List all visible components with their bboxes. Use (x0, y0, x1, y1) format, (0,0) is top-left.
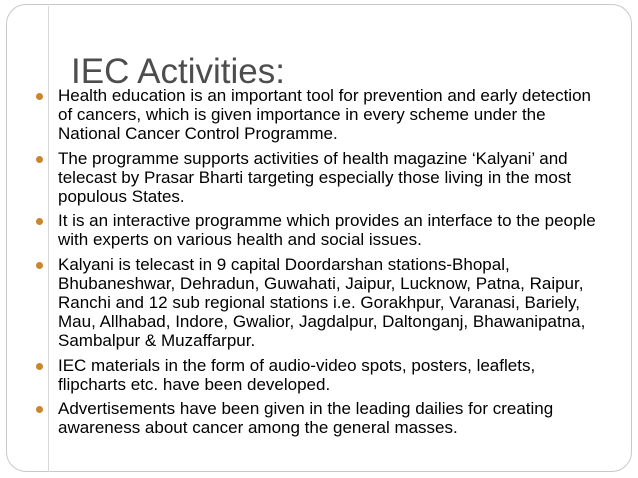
bullet-dot-icon (36, 406, 43, 413)
bullet-text: Health education is an important tool for prevention and early detection of cancers, which is given importance in every scheme under the National Cancer Control Programme. (58, 86, 591, 144)
bullet-dot-icon (36, 218, 43, 225)
bullet-dot-icon (36, 156, 43, 163)
bullet-dot-icon (36, 363, 43, 370)
bullet-item (36, 149, 606, 207)
bullet-text: IEC materials in the form of audio-video spots, posters, leaflets, flipcharts etc. have been developed. (58, 355, 536, 394)
bullet-text: Kalyani is telecast in 9 capital Doordarshan stations-Bhopal, Bhubaneshwar, Dehradun, Guwahati, Jaipur, Lucknow, Patna, Raipur, Ranchi and 12 sub regional stations i.e. Gorakhpur, Varanasi, Bariely, Mau, Allhabad, Indore, Gwalior, Jagdalpur, Daltonganj, Bhawanipatna, Sambalpur & Muzaffarpur. (58, 254, 586, 351)
bullet-dot-icon (36, 262, 43, 269)
bullet-dot-icon (36, 93, 43, 100)
bullet-text: It is an interactive programme which provides an interface to the people with experts on various health and social issues. (58, 211, 596, 250)
bullet-item (36, 211, 606, 249)
slide-title: IEC Activities: (71, 52, 285, 91)
bullet-item (36, 255, 606, 351)
bullet-item (36, 399, 606, 437)
bullet-text: The programme supports activities of health magazine ‘Kalyani’ and telecast by Prasar Bharti targeting especially those living in the most populous States. (58, 148, 572, 207)
bullet-list (36, 86, 606, 442)
bullet-text: Advertisements have been given in the leading dailies for creating awareness about cancer among the general masses. (58, 399, 554, 438)
bullet-item (36, 86, 606, 144)
bullet-item (36, 356, 606, 394)
